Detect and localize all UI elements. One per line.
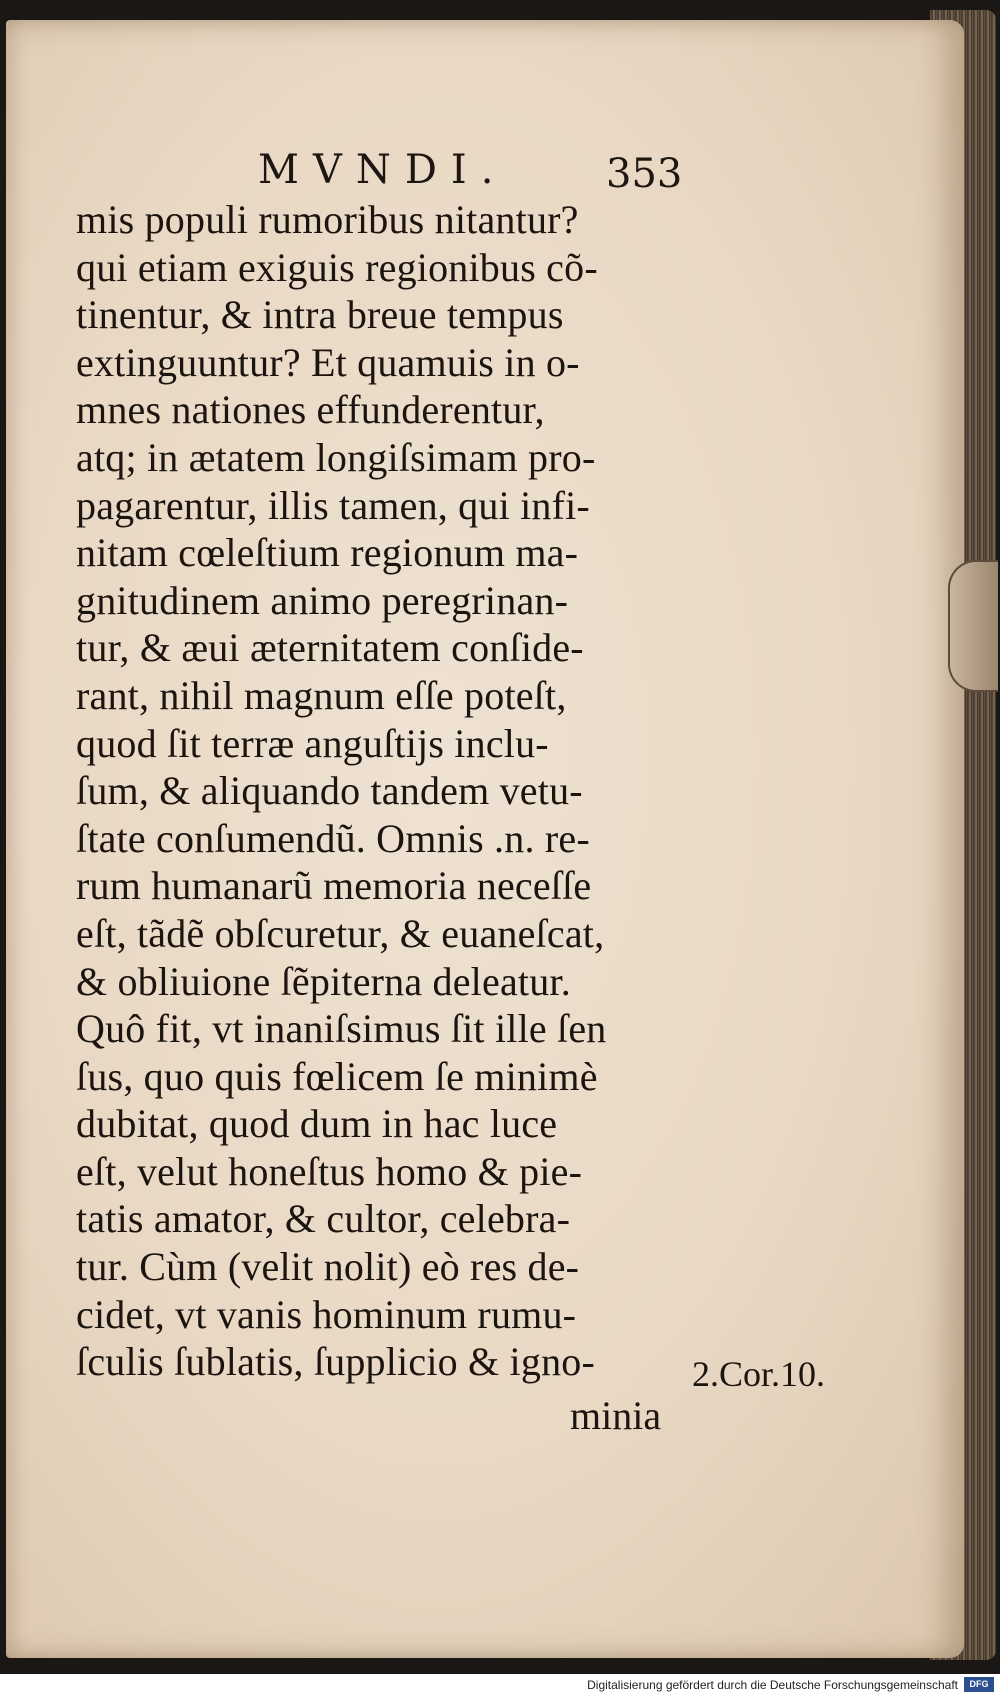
text-line: extinguuntur? Et quamuis in o-: [76, 339, 580, 385]
body-text: [76, 196, 696, 1386]
page-tab-marker: [948, 560, 998, 692]
text-line: ſtate conſumendũ. Omnis .n. re-: [76, 815, 590, 861]
text-line: tur, & æui æternitatem conſide-: [76, 625, 584, 671]
page-header: [0, 140, 1000, 200]
text-line: dubitat, quod dum in hac luce: [76, 1101, 558, 1147]
footer-bar: [0, 1674, 1000, 1696]
text-line: qui etiam exiguis regionibus cõ-: [76, 244, 598, 290]
running-head: MVNDI.: [258, 147, 508, 193]
text-line: Quô fit, vt inaniſsimus ſit ille ſen: [76, 1006, 607, 1052]
text-line: pagarentur, illis tamen, qui infi-: [76, 482, 590, 528]
page-number: 353: [606, 151, 683, 197]
text-line: gnitudinem animo peregrinan-: [76, 577, 569, 623]
marginal-note: 2.Cor.10.: [692, 1354, 826, 1394]
text-line: rum humanarũ memoria neceſſe: [76, 863, 592, 909]
text-line: mnes nationes effunderentur,: [76, 387, 545, 433]
text-line: nitam cœleſtium regionum ma-: [76, 530, 579, 576]
dfg-logo: DFG: [964, 1677, 994, 1692]
text-line: atq; in ætatem longiſsimam pro-: [76, 434, 596, 480]
text-line: quod ſit terræ anguſtijs inclu-: [76, 720, 549, 766]
text-line: cidet, vt vanis hominum rumu-: [76, 1291, 577, 1337]
text-line: tur. Cùm (velit nolit) eò res de-: [76, 1244, 580, 1290]
text-line: tatis amator, & cultor, celebra-: [76, 1196, 571, 1242]
text-line: eſt, tãdẽ obſcuretur, & euaneſcat,: [76, 910, 605, 956]
text-line: ſus, quo quis fœlicem ſe minimè: [76, 1053, 598, 1099]
text-line: ſculis ſublatis, ſupplicio & igno-: [76, 1339, 595, 1385]
funding-credit: Digitalisierung gefördert durch die Deutsche Forschungsgemeinschaft: [587, 1678, 958, 1692]
catchword: minia: [570, 1393, 662, 1438]
text-line: rant, nihil magnum eſſe poteſt,: [76, 672, 567, 718]
text-line: eſt, velut honeſtus homo & pie-: [76, 1148, 583, 1194]
text-line: tinentur, & intra breue tempus: [76, 292, 564, 338]
text-line: & obliuione ſẽpiterna deleatur.: [76, 958, 571, 1004]
text-line: mis populi rumoribus nitantur?: [76, 197, 579, 242]
text-line: ſum, & aliquando tandem vetu-: [76, 768, 583, 814]
